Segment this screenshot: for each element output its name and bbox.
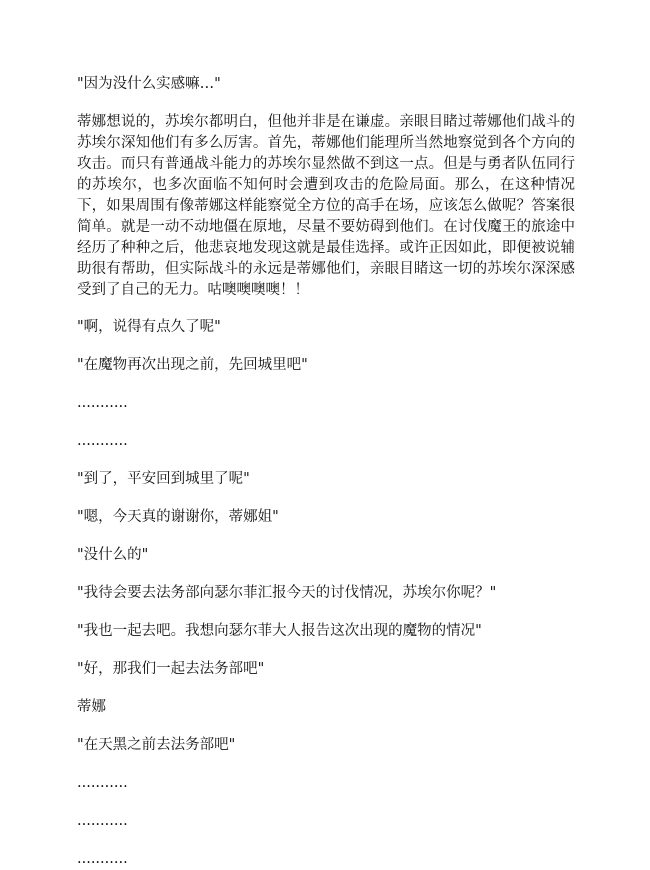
dialogue-line: "好，那我们一起去法务部吧" [77, 661, 265, 677]
dialogue-line: "在魔物再次出现之前，先回城里吧" [77, 357, 308, 373]
dialogue-line: "我待会要去法务部向瑟尔菲汇报今天的讨伐情况，苏埃尔你呢？" [77, 585, 497, 601]
ellipsis-line: ........... [77, 433, 128, 449]
dialogue-line: "嗯，今天真的谢谢你，蒂娜姐" [77, 509, 279, 525]
dialogue-line: "在天黑之前去法务部吧" [77, 737, 236, 753]
ellipsis-line: ........... [77, 395, 128, 411]
narration-line: 蒂娜 [77, 699, 106, 715]
ellipsis-line: ........... [77, 851, 128, 867]
dialogue-line: "啊，说得有点久了呢" [77, 319, 221, 335]
dialogue-line: "因为没什么实感嘛…" [77, 76, 221, 92]
dialogue-line: "没什么的" [77, 547, 149, 563]
dialogue-line: "我也一起去吧。我想向瑟尔菲大人报告这次出现的魔物的情况" [77, 623, 482, 639]
dialogue-line: "到了，平安回到城里了呢" [77, 471, 250, 487]
ellipsis-line: ........... [77, 775, 128, 791]
ellipsis-line: ........... [77, 813, 128, 829]
narration-paragraph: 蒂娜想说的，苏埃尔都明白，但他并非是在谦虚。亲眼目睹过蒂娜他们战斗的苏埃尔深知他们有多么厉害。首先，蒂娜他们能理所当然地察觉到各个方向的攻击。而只有普通战斗能力的苏埃尔显然做不到这一点。但是与勇者队伍同行的苏埃尔，也多次面临不知何时会遭到攻击的危险局面。那么，在这种情况下，如果周围有像蒂娜这样能察觉全方位的高手在场，应该怎么做呢？答案很简单。就是一动不动地僵在原地，尽量不要妨碍到他们。在讨伐魔王的旅途中经历了种种之后，他悲哀地发现这就是最佳选择。或许正因如此，即便被说辅助很有帮助，但实际战斗的永远是蒂娜他们，亲眼目睹这一切的苏埃尔深深感受到了自己的无力。咕噢噢噢噢！！ [77, 114, 575, 298]
